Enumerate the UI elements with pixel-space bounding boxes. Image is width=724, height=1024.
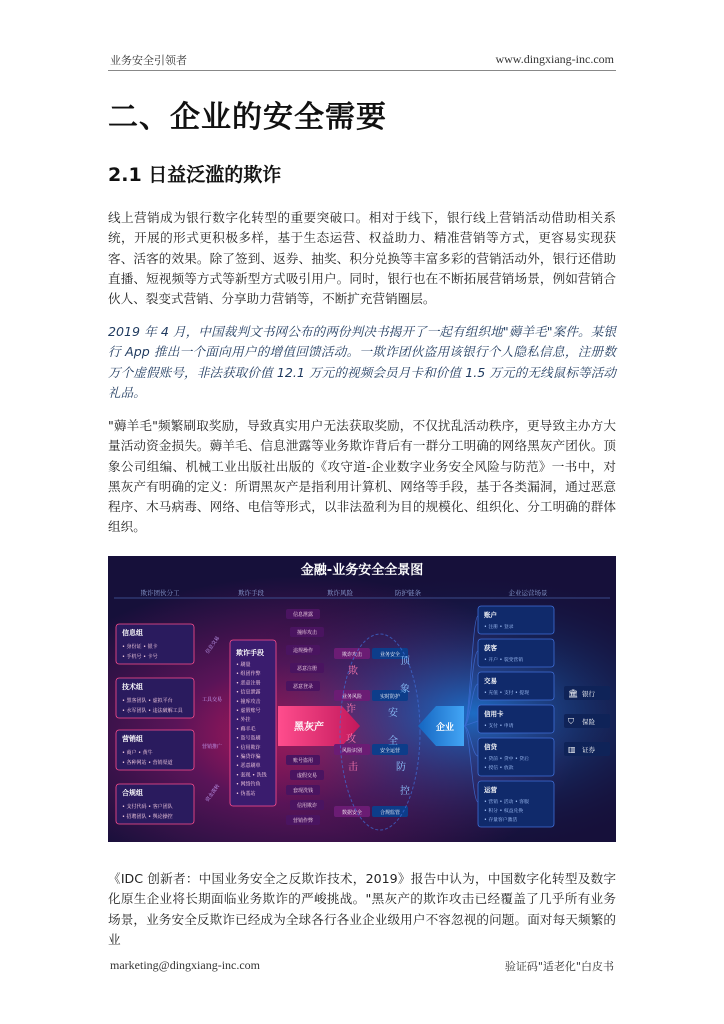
sector-list [564,686,610,756]
risk-tag: 恶意注册 [296,666,318,672]
group-item: • 手机号 • 卡号 [122,654,158,660]
chart-icon: ▥ [568,745,576,754]
scene-name: 信用卡 [484,710,504,718]
group-item: • 水军团队 • 违法破解工具 [122,708,183,714]
group-item: • 商户 • 黄牛 [122,750,153,756]
link-label: 资金流转 [204,783,222,804]
chain-char: 顶 [400,656,410,667]
group-item: • 身份证 • 银卡 [122,644,158,650]
group-item: • 各种网站 • 营销渠道 [122,760,173,766]
risk-tag: 恶意登录 [292,684,314,690]
fraud-means-item: • 信息泄露 [236,689,261,696]
link-label: 营销推广 [202,744,223,750]
footer-doc-title: 验证码"适老化"白皮书 [504,960,614,973]
group-name: 信息组 [122,629,143,637]
fraud-means-item: • 组团作弊 [236,671,261,678]
header-left: 业务安全引领者 [110,54,187,67]
chain-char: 防 [396,762,406,773]
section-title: 2.1 日益泛滥的欺诈 [108,164,282,186]
column-header: 防护链条 [395,589,421,597]
flow-tag: 欺诈攻击 [341,652,363,658]
chain-char: 全 [388,736,398,747]
enterprise-label: 企业 [436,723,455,733]
fraud-means-item: • 虚假账号 [236,708,261,714]
footer-email[interactable]: marketing@dingxiang-inc.com [110,958,261,972]
fraud-means-item: • 撞库攻击 [236,698,261,705]
fraud-means-panel [230,640,276,806]
header-divider [108,70,616,71]
chain-char: 安 [388,708,398,719]
fraud-means-item: • 骗贷诈骗 [236,754,261,760]
shield-icon: ⛉ [568,717,574,726]
flow-tag: 数据安全 [341,810,363,816]
risk-tag: 信用欺诈 [296,803,318,809]
chain-char: 诈 [346,704,356,715]
fraud-means-item: • 恶意注册 [236,680,261,687]
column-header: 企业运营场景 [508,589,548,597]
chain-char: 欺 [348,666,358,677]
paragraph-1: 线上营销成为银行数字化转型的重要突破口。相对于线下，银行线上营销活动借助相关系统，开展的形式更积极多样，基于生态运营、权益助力、精准营销等方式，更容易实现获客、活客的效果。除了签到、返券、抽奖、积分兑换等丰富多彩的营销活动外，银行还借助直播、短视频等方式等新型方式吸引用户。同时，银行也在不断拓展营销场景，例如营销合伙人、裂变式营销、分享助力营销等，不断扩充营销圈层。 [108,210,616,307]
scene-item: • 支付 • 申请 [484,724,514,729]
column-header: 欺诈团伙分工 [140,589,180,597]
heihui-label: 黑灰产 [294,722,324,733]
business-scenes [478,606,554,827]
risk-tag: 虚假交易 [296,773,318,779]
fraud-means-item: • 外挂 [236,717,251,724]
fraud-means-item: • 网络钓鱼 [236,781,261,788]
scene-name: 运营 [484,786,497,794]
fraud-means-item: • 伪基站 [236,790,256,797]
risk-tag: 套现洗钱 [292,788,314,794]
column-header: 欺诈手段 [238,589,264,597]
scene-item: • 存量客户激活 [484,818,518,823]
header-right[interactable]: www.dingxiang-inc.com [495,52,614,66]
scene-item: • 营销 • 活动 • 客服 [484,800,529,805]
flow-tag: 合规监管 [379,810,401,816]
risk-tag: 信息泄露 [292,612,314,618]
group-name: 技术组 [122,683,143,691]
column-header: 欺诈风险 [327,589,353,597]
figure-title: 金融-业务安全全景图 [300,563,424,578]
sector-label: 银行 [582,690,595,698]
scene-item: • 开户 • 裂变营销 [484,658,524,663]
fraud-means-item: • 信用欺诈 [236,744,261,751]
flow-tag: 实时防护 [379,694,401,700]
means-title: 欺诈手段 [236,649,264,657]
scene-item: • 贷前 • 贷中 • 贷后 [484,757,529,762]
paragraph-3: "薅羊毛"频繁刷取奖励，导致真实用户无法获取奖励，不仅扰乱活动秩序，更导致主办方大量活动资金损失。薅羊毛、信息泄露等业务欺诈背后有一群分工明确的网络黑灰产团伙。顶象公司组编、机械工业出版社出版的《攻守道-企业数字业务安全风险与防范》一书中，对黑灰产有明确的定义：所谓黑灰产是指利用计算机、网络等手段，基于各类漏洞，通过恶意程序、木马病毒、网络、电信等形式，以非法盈利为目的规模化、组织化、分工明确的群体组织。 [108,418,616,535]
scene-item: • 注册 • 登录 [484,625,514,630]
group-name: 营销组 [122,735,143,743]
sector-label: 保险 [582,718,595,726]
fraud-means-item: • 薅羊毛 [236,726,256,733]
scene-item: • 积分 • 权益兑换 [484,809,524,814]
scene-name: 交易 [484,677,497,685]
security-panorama-figure [108,556,616,842]
chain-char: 象 [400,684,410,695]
group-item: • 黑客团队 • 虚拟平台 [122,698,173,704]
risk-tag: 违规操作 [292,648,314,654]
scene-item: • 授信 • 放款 [484,766,514,771]
flow-tag: 业务安全 [379,652,401,658]
link-label: 工具交易 [202,697,223,703]
flow-tag: 风险识别 [341,748,363,754]
group-name: 合规组 [122,789,143,797]
chain-char: 攻 [346,734,356,745]
scene-name: 获客 [484,644,497,652]
bank-icon: 🏛 [568,689,579,698]
risk-tag: 营销作弊 [292,818,314,824]
sector-label: 证券 [582,746,595,754]
group-item: • 支付代码 • 客户团队 [122,804,173,810]
chain-char: 控 [400,786,410,797]
fraud-means-item: • 刷量 [236,662,251,668]
group-item: • 招聘团队 • 舆论操控 [122,814,173,820]
flow-tag: 业务风险 [341,694,363,700]
scene-name: 信贷 [484,743,497,751]
flow-tag: 安全运营 [379,748,401,754]
fraud-means-item: • 套现 • 洗钱 [236,772,267,779]
paragraph-2-quote: 2019 年 4 月，中国裁判文书网公布的两份判决书揭开了一起有组织地"薅羊毛"案件。某银行 App 推出一个面向用户的增值回馈活动。一欺诈团伙盗用该银行个人隐私信息，注册数万个虚假账号，非法获取价值 12.1 万元的视频会员月卡和价值 1.5 万元的无线鼠标等活动礼品。 [108,324,616,400]
chapter-title: 二、企业的安全需要 [108,100,387,135]
chain-char: 击 [348,762,358,773]
risk-tag: 撞库攻击 [296,630,318,636]
paragraph-4: 《IDC 创新者：中国业务安全之反欺诈技术，2019》报告中认为，中国数字化转型及数字化原生企业将长期面临业务欺诈的严峻挑战。"黑灰产的欺诈攻击已经覆盖了几乎所有业务场景，业务安全反欺诈已经成为全球各行各业企业级用户不容忽视的问题。面对每天频繁的业 [108,871,616,947]
fraud-means-item: • 恶意刷单 [236,763,261,770]
fraud-means-item: • 盗号盗刷 [236,735,261,742]
scene-name: 账户 [484,611,497,619]
link-label: 信息交易 [204,635,222,656]
scene-item: • 充值 • 支付 • 提现 [484,691,529,696]
risk-tag: 账号盗用 [292,758,314,764]
